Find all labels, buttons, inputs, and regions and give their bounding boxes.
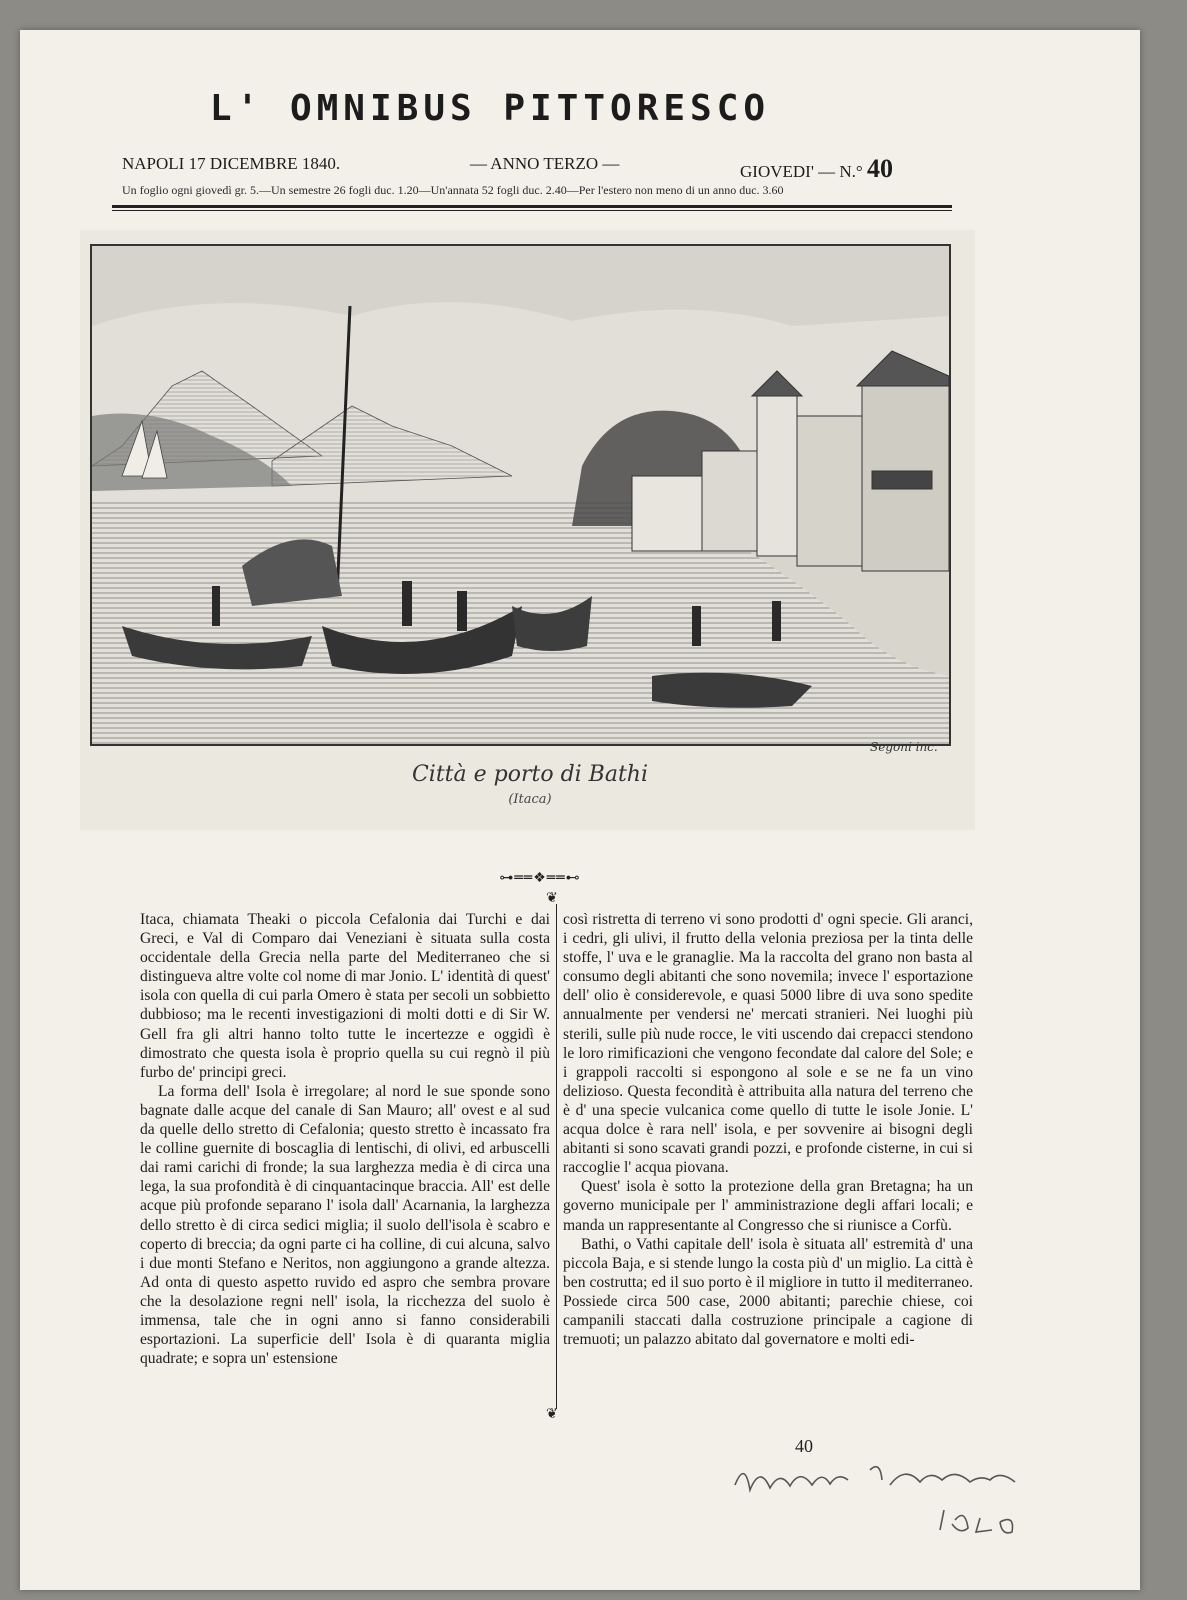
year-label: — ANNO TERZO —: [470, 154, 620, 173]
engraving-subcaption: (Itaca): [508, 792, 552, 807]
masthead-title: L' OMNIBUS PITTORESCO: [209, 88, 771, 129]
paragraph: La forma dell' Isola è irregolare; al nord le sue sponde sono bagnate dalle acque del canale di San Mauro; all' ovest e al sud da quelle dello stretto di Cefalonia; questo stretto è incassato fra le colline guernite di boscaglia di lentischi, di olivi, ed arbuscelli dai rami carichi di fronde; la sua larghezza media è di circa una lega, la sua profondità è di cinquantacinque braccia. All' est delle acque più profonde separano l' isola dall' Acarnania, la larghezza dello stretto è di circa sedici miglia; il suolo dell'isola è scabro e coperto di breccia; da ogni parte ci ha colline, di cui alcuna, salvo i due monti Stefano e Neritos, non aggiungono a grande altezza. Ad onta di questo aspetto ruvido ed aspro che sembra provare che la desolazione regni nell' isola, la ricchezza del suolo è immensa, tale che in ogni anno si fanno considerabili esportazioni. La superficie dell' Isola è di quaranta miglia quadrate; e sopra un' estensione: [140, 1082, 550, 1368]
harbor-engraving: [90, 244, 951, 746]
divider-ornament-top: ❦: [546, 890, 558, 906]
day-label: GIOVEDI' — N.°: [740, 162, 863, 181]
article-column-right: [563, 910, 973, 1349]
page-number: 40: [795, 1436, 813, 1456]
article-column-left: [140, 910, 550, 1368]
paragraph: così ristretta di terreno vi sono prodotti d' ogni specie. Gli aranci, i cedri, gli ulivi, il frutto della velonia preziosa per la tinta delle stoffe, l' uva e le granaglie. Ma la raccolta del grano non basta al consumo degli abitanti che sono novemila; invece l' esportazione dell' olio è considerevole, e quasi 5000 libre di uva sono spedite annualmente per vendersi ne' mercati stranieri. Nei luoghi più sterili, sulle più nude rocce, le viti uscendo dai crepacci stendono le loro rimificazioni che vengono fecondate dal calore del Sole; e i grappoli raccolti si espongono al sole e se ne fa un vino delizioso. Questa fecondità è attribuita alla natura del terreno che è d' una specie vulcanica come quello di tutte le isole Jonie. L' acqua dolce è rara nell' isola, e per sovvenire ai bisogni degli abitanti si sono scavati grandi pozzi, e profonde cisterne, in cui si raccoglie l' acqua piovana.: [563, 911, 973, 1177]
issue-info: [740, 154, 893, 184]
issue-number: 40: [866, 154, 893, 183]
section-ornament: ⊶══❖══⊷: [499, 870, 581, 886]
paragraph: Itaca, chiamata Theaki o piccola Cefalonia dai Turchi e dai Greci, e Val di Comparo dai Veneziani è situata sulla costa occidentale della Grecia nella parte del Mediterraneo che si distingueva altre volte col nome di mar Jonio. L' identità di quest' isola con quella di cui parla Omero è stata per secoli un sobbietto dubbioso; ma le recenti investigazioni di molti dotti e di Sir W. Gell fra gli altri hanno tolto tutte le incertezze e oggidì è dimostrato che questa isola è proprio quella su cui regnò il più furbo de' principi greci.: [140, 911, 550, 1081]
divider-ornament-bottom: ❦: [546, 1406, 558, 1422]
masthead-rule: [112, 205, 952, 208]
engraving-caption: Città e porto di Bathi: [411, 762, 649, 787]
paragraph: Quest' isola è sotto la protezione della gran Bretagna; ha un governo municipale per l' amministrazione degli affari locali; e manda un rappresentante al Congresso che si riunisce a Corfù.: [563, 1178, 973, 1234]
column-divider: [556, 904, 557, 1409]
masthead-rule-thin: [112, 210, 952, 211]
artist-signature: Segoni inc.: [870, 740, 938, 754]
place-date: NAPOLI 17 DICEMBRE 1840.: [122, 154, 341, 173]
handwritten-note: [730, 1440, 1050, 1550]
paragraph: Bathi, o Vathi capitale dell' isola è situata all' estremità d' una piccola Baja, e si stende lungo la costa più d' un miglio. La città è ben costrutta; ed il suo porto è il migliore in tutto il mediterraneo. Possiede circa 500 case, 2000 abitanti; parechie chiese, coi campanili staccati dalla costruzione principale a cagione di tremuoti; un palazzo abitato dal governatore e molti edi-: [563, 1235, 973, 1349]
subscription-prices: Un foglio ogni giovedì gr. 5.—Un semestre 26 fogli duc. 1.20—Un'annata 52 fogli duc. 2.40—Per l'estero non meno di un anno duc. 3.60: [122, 183, 784, 197]
